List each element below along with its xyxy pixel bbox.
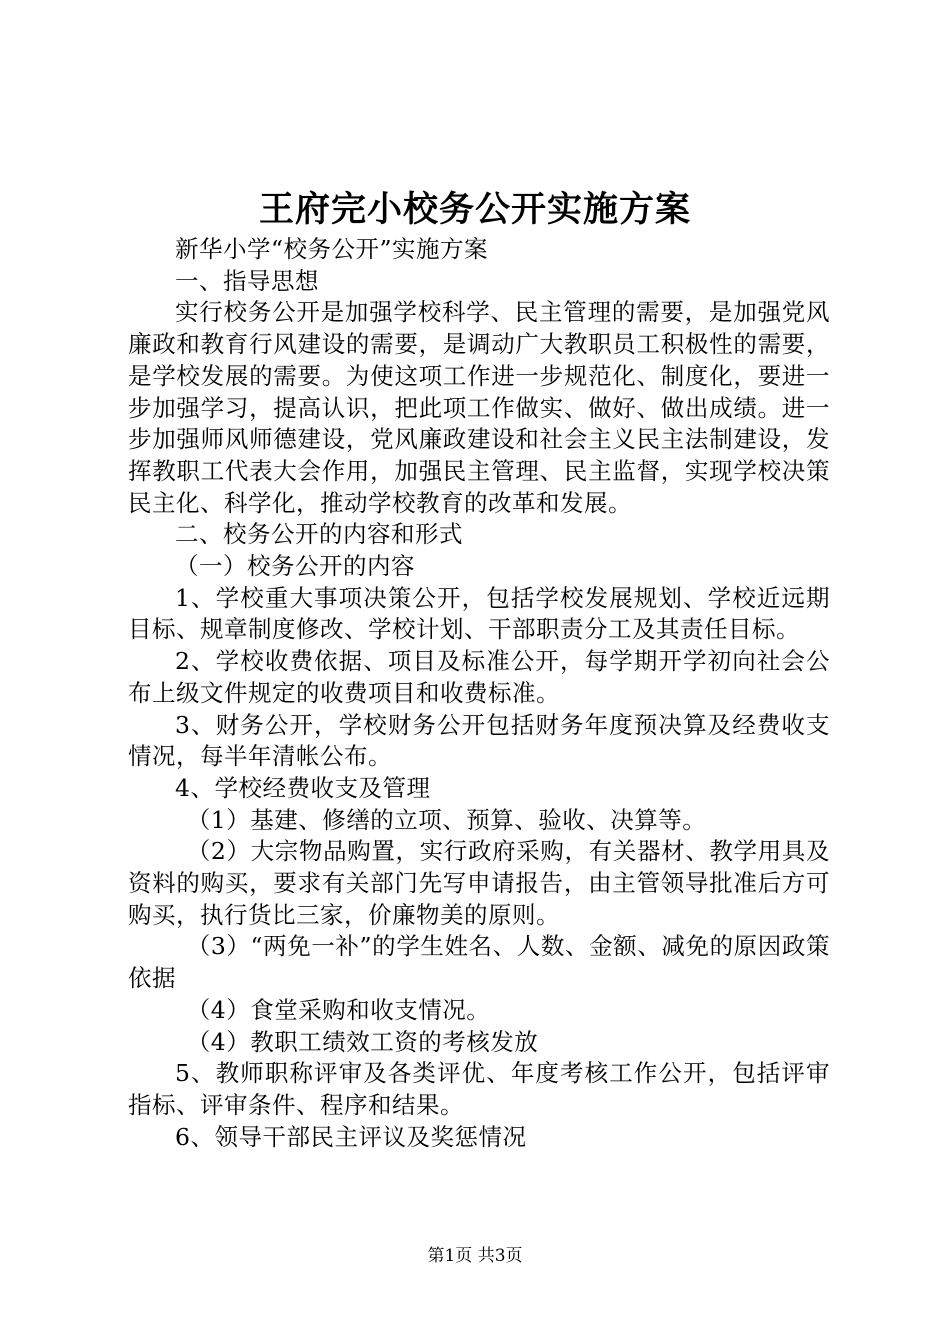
- paragraph-item-6: 6、领导干部民主评议及奖惩情况: [175, 1122, 527, 1151]
- paragraph-guiding-ideas: 实行校务公开是加强学校科学、民主管理的需要，是加强党风廉政和教育行风建设的需要，是调动广大教职员工积极性的需要，是学校发展的需要。为使这项工作进一步规范化、制度化，要进一步加强学习，提高认识，把此项工作做实、做好、做出成绩。进一步加强师风师德建设，党风廉政建设和社会主义民主法制建设，发挥教职工代表大会作用，加强民主管理、民主监督，实现学校决策民主化、科学化，推动学校教育的改革和发展。: [128, 298, 830, 517]
- document-title: 王府完小校务公开实施方案: [258, 189, 691, 230]
- document-body: [128, 234, 830, 1153]
- paragraph-item-1: 1、学校重大事项决策公开，包括学校发展规划、学校近远期目标、规章制度修改、学校计划、干部职责分工及其责任目标。: [128, 583, 830, 644]
- paragraph-item-4: 4、学校经费收支及管理: [175, 773, 431, 802]
- paragraph-item-2: 2、学校收费依据、项目及标准公开，每学期开学初向社会公布上级文件规定的收费项目和收费标准。: [128, 647, 830, 707]
- paragraph-item-3: 3、财务公开，学校财务公开包括财务年度预决算及经费收支情况，每半年清帐公布。: [128, 710, 830, 771]
- paragraph-subtitle: 新华小学“校务公开”实施方案: [175, 235, 489, 263]
- paragraph-subitem-3: （3）“两免一补”的学生姓名、人数、金额、减免的原因政策依据: [128, 932, 830, 993]
- paragraph-subitem-1: （1）基建、修缮的立项、预算、验收、决算等。: [186, 805, 707, 834]
- paragraph-item-5: 5、教师职称评审及各类评优、年度考核工作公开，包括评审指标、评审条件、程序和结果。: [128, 1059, 830, 1119]
- paragraph-heading-2: 二、校务公开的内容和形式: [175, 520, 463, 549]
- paragraph-subitem-4b: （4）教职工绩效工资的考核发放: [186, 1027, 539, 1056]
- paragraph-subitem-2: （2）大宗物品购置，实行政府采购，有关器材、教学用具及资料的购买，要求有关部门先写申请报告，由主管领导批准后方可购买，执行货比三家，价廉物美的原则。: [128, 837, 830, 929]
- paragraph-subheading-1: （一）校务公开的内容: [175, 552, 415, 581]
- paragraph-heading-1: 一、指导思想: [175, 266, 319, 295]
- page-footer: 第1页 共3页: [427, 1246, 523, 1266]
- paragraph-subitem-4a: （4）食堂采购和收支情况。: [186, 995, 491, 1024]
